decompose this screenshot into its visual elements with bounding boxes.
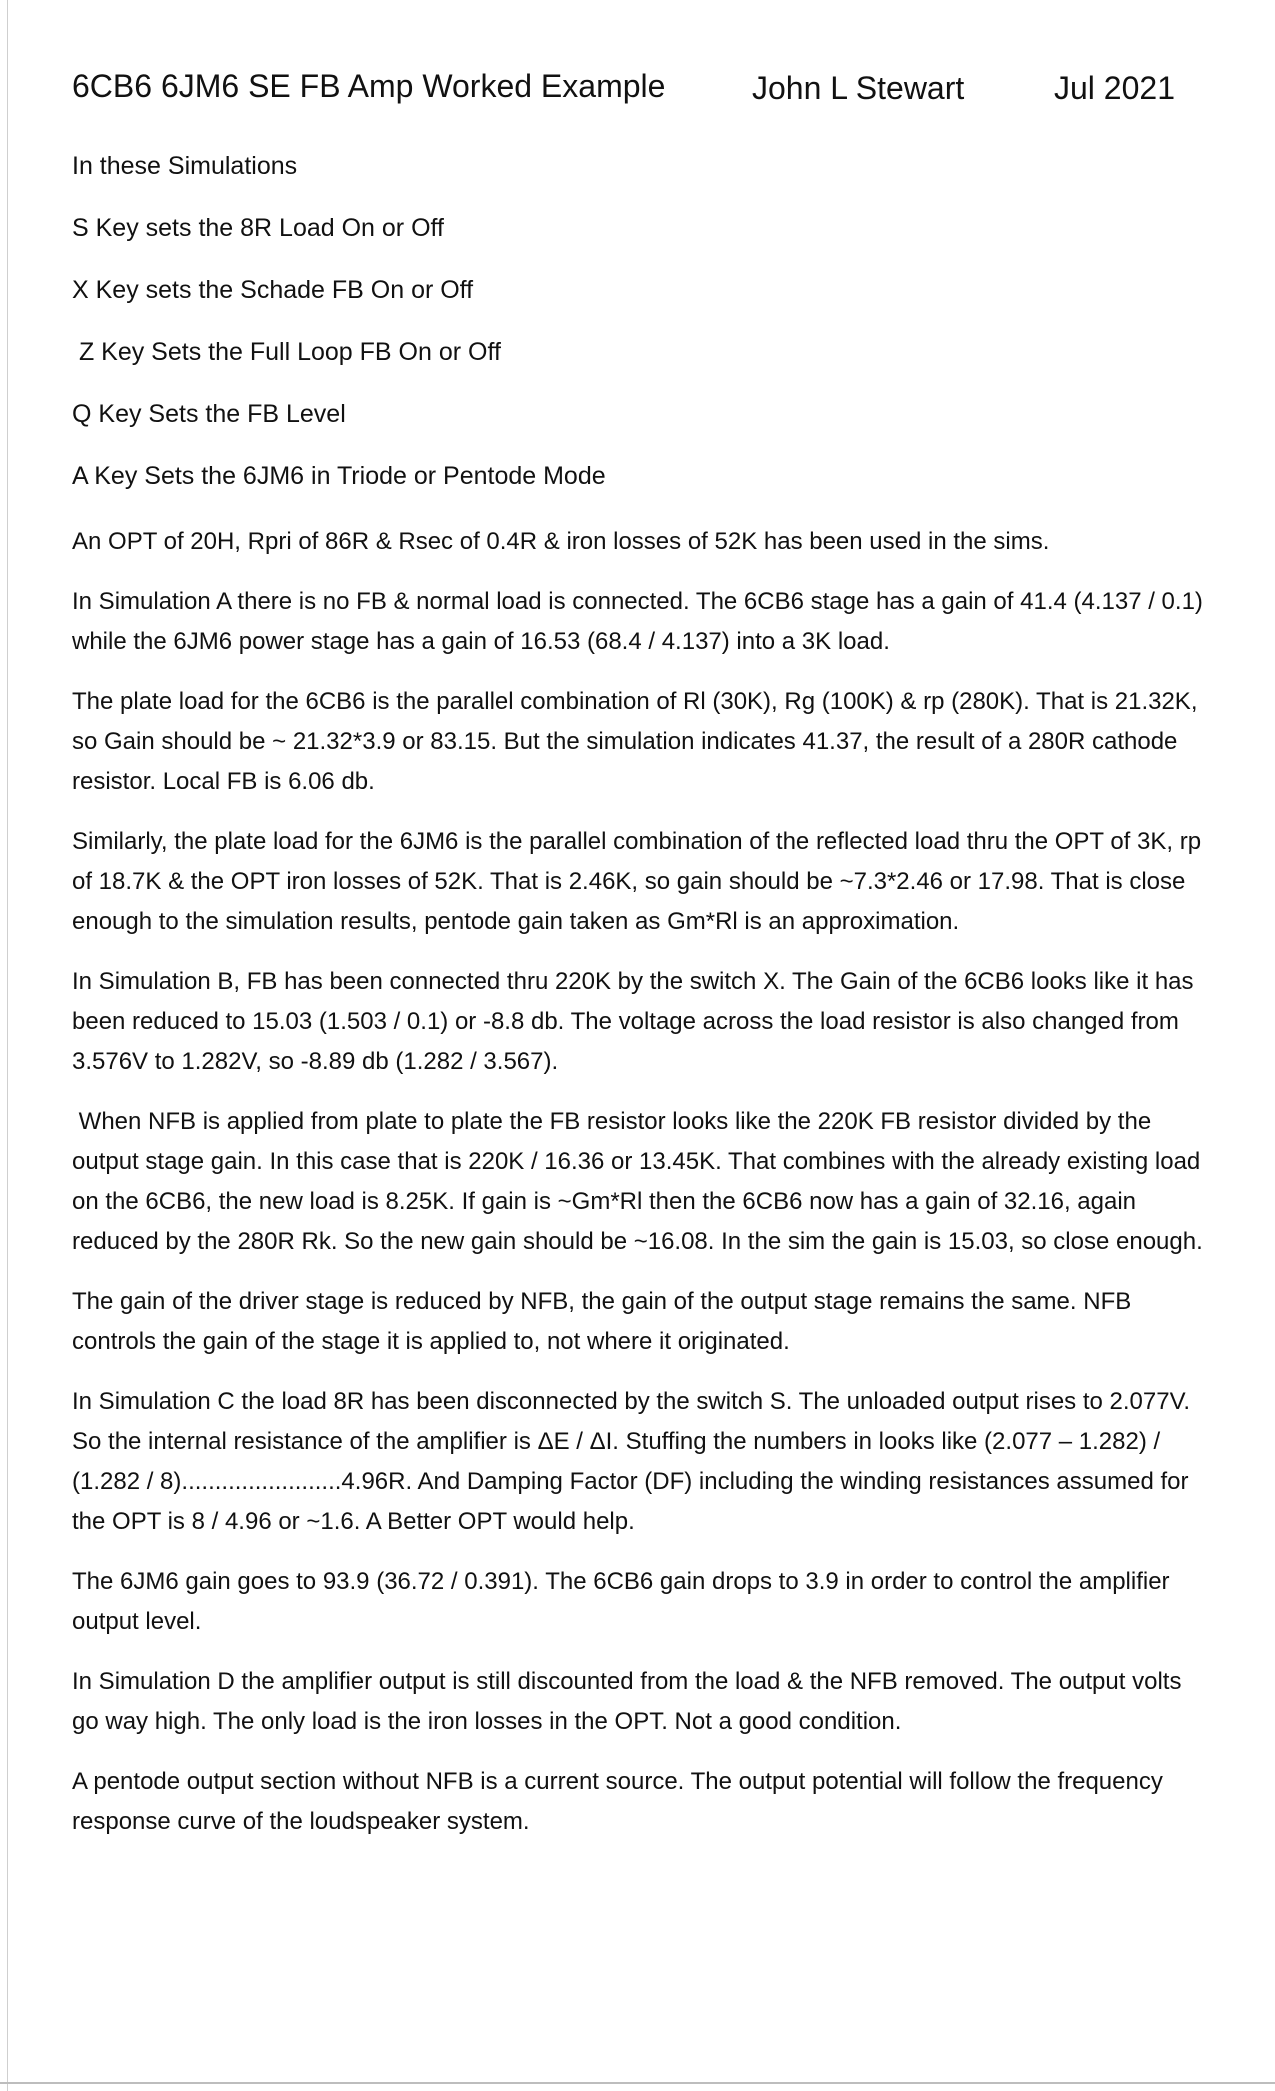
- q-key-line: Q Key Sets the FB Level: [72, 400, 346, 428]
- s-key-line: S Key sets the 8R Load On or Off: [72, 214, 444, 242]
- simulation-b-paragraph: In Simulation B, FB has been connected thru 220K by the switch X. The Gain of the 6CB6 looks like it has been reduced to 15.03 (1.503 / 0.1) or -8.8 db. The voltage across the load resistor is also changed from 3.576V to 1.282V, so -8.89 db (1.282 / 3.567).: [72, 968, 1194, 1075]
- 6cb6-plate-load-paragraph: The plate load for the 6CB6 is the parallel combination of Rl (30K), Rg (100K) & rp (280K). That is 21.32K, so Gain should be ~ 21.32*3.9 or 83.15. But the simulation indicates 41.37, the result of a 280R cathode resistor. Local FB is 6.06 db.: [72, 688, 1198, 795]
- document-author: John L Stewart: [752, 70, 965, 106]
- a-key-line: A Key Sets the 6JM6 in Triode or Pentode Mode: [72, 462, 606, 490]
- document-date: Jul 2021: [1054, 70, 1175, 106]
- simulation-c-paragraph: In Simulation C the load 8R has been disconnected by the switch S. The unloaded output rises to 2.077V. So the internal resistance of the amplifier is ΔE / ΔI. Stuffing the numbers in looks like (2.077 – 1.282) / (1.282 / 8)........................4.96R. And Damping Factor (DF) including the winding resistances assumed for the OPT is 8 / 4.96 or ~1.6. A Better OPT would help.: [72, 1388, 1191, 1535]
- key-instructions: [72, 150, 1215, 492]
- 6jm6-gain-paragraph: The 6JM6 gain goes to 93.9 (36.72 / 0.391). The 6CB6 gain drops to 3.9 in order to control the amplifier output level.: [72, 1568, 1170, 1635]
- intro-line: In these Simulations: [72, 152, 298, 180]
- document-title: 6CB6 6JM6 SE FB Amp Worked Example: [72, 68, 666, 104]
- x-key-line: X Key sets the Schade FB On or Off: [72, 276, 474, 304]
- 6jm6-plate-load-paragraph: Similarly, the plate load for the 6JM6 is the parallel combination of the reflected load thru the OPT of 3K, rp of 18.7K & the OPT iron losses of 52K. That is 2.46K, so gain should be ~7.3*2.46 or 17.98. That is close enough to the simulation results, pentode gain taken as Gm*Rl is an approximation.: [72, 828, 1202, 935]
- opt-paragraph: An OPT of 20H, Rpri of 86R & Rsec of 0.4R & iron losses of 52K has been used in the sims.: [72, 528, 1050, 555]
- page-bottom-edge: [0, 2082, 1275, 2084]
- document-header: [72, 68, 1215, 120]
- pentode-current-source-paragraph: A pentode output section without NFB is a current source. The output potential will follow the frequency response curve of the loudspeaker system.: [72, 1768, 1163, 1835]
- driver-gain-paragraph: The gain of the driver stage is reduced by NFB, the gain of the output stage remains the same. NFB controls the gain of the stage it is applied to, not where it originated.: [72, 1288, 1132, 1355]
- simulation-d-paragraph: In Simulation D the amplifier output is still discounted from the load & the NFB removed. The output volts go way high. The only load is the iron losses in the OPT. Not a good condition.: [72, 1668, 1182, 1735]
- document-body: [72, 522, 1215, 1842]
- simulation-a-paragraph: In Simulation A there is no FB & normal load is connected. The 6CB6 stage has a gain of 41.4 (4.137 / 0.1) while the 6JM6 power stage has a gain of 16.53 (68.4 / 4.137) into a 3K load.: [72, 588, 1203, 655]
- nfb-plate-to-plate-paragraph: When NFB is applied from plate to plate the FB resistor looks like the 220K FB resistor divided by the output stage gain. In this case that is 220K / 16.36 or 13.45K. That combines with the already existing load on the 6CB6, the new load is 8.25K. If gain is ~Gm*Rl then the 6CB6 now has a gain of 32.16, again reduced by the 280R Rk. So the new gain should be ~16.08. In the sim the gain is 15.03, so close enough.: [72, 1108, 1207, 1255]
- z-key-line: Z Key Sets the Full Loop FB On or Off: [72, 338, 501, 366]
